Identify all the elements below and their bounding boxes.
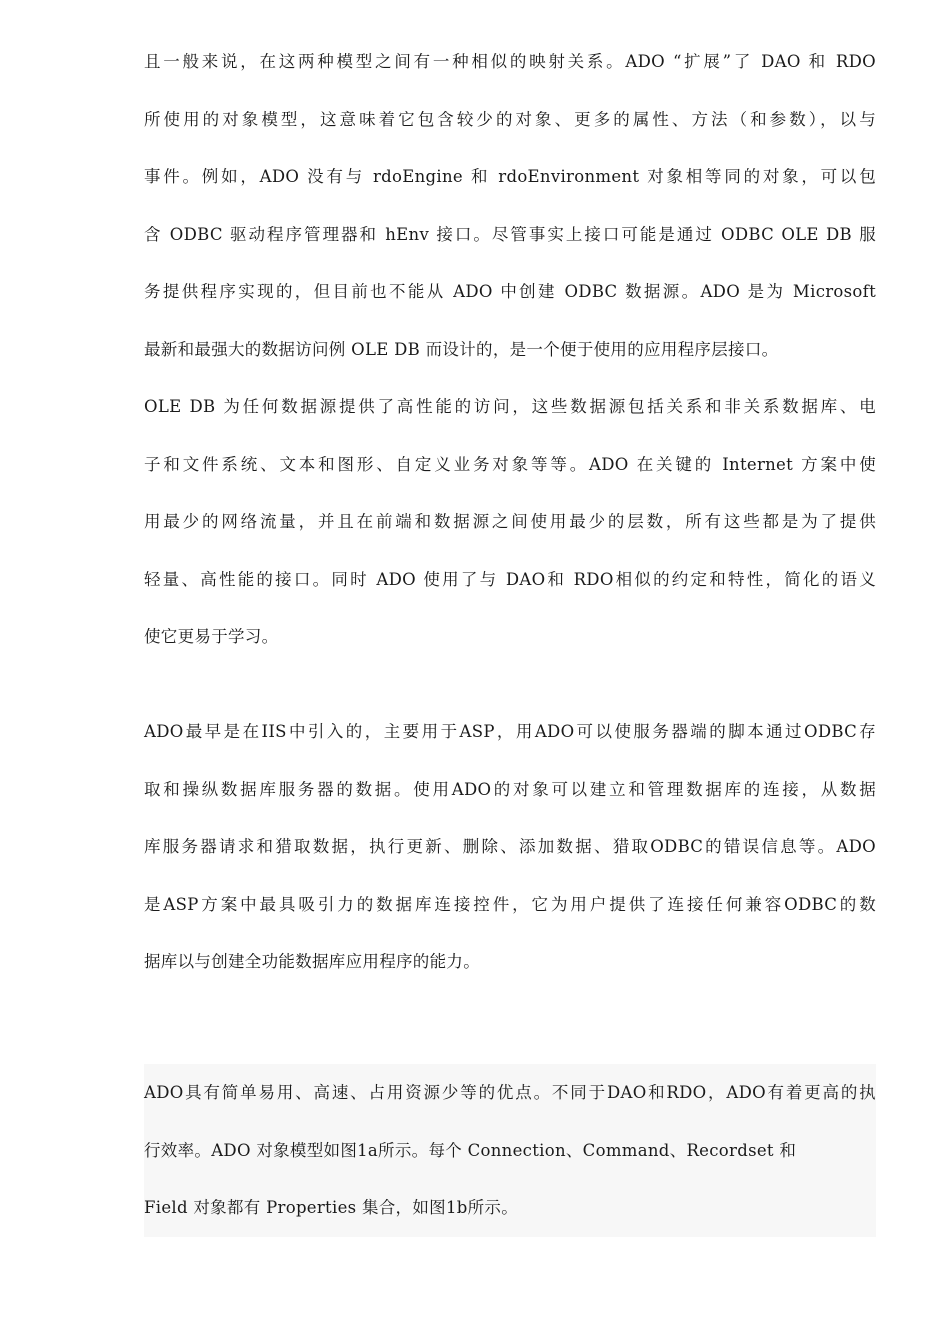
text-line: 所使用的对象模型，这意味着它包含较少的对象、更多的属性、方法（和参数），以与 <box>144 109 876 129</box>
paragraph-ado-object-model <box>144 33 876 666</box>
text-line: ADO最早是在IIS中引入的，主要用于ASP，用ADO可以使服务器端的脚本通过ODBC存 <box>144 722 876 741</box>
text-line: 子和文件系统、文本和图形、自定义业务对象等等。ADO 在关键的 Internet 方案中使 <box>144 454 876 474</box>
text-line: 取和操纵数据库服务器的数据。使用ADO的对象可以建立和管理数据库的连接，从数据 <box>144 779 876 799</box>
text-line: 轻量、高性能的接口。同时 ADO 使用了与 DAO和 RDO相似的约定和特性，简化的语义 <box>144 569 876 589</box>
text-line: 最新和最强大的数据访问例 OLE DB 而设计的，是一个便于使用的应用程序层接口。 <box>144 339 779 359</box>
text-line: 事件。例如，ADO 没有与 rdoEngine 和 rdoEnvironment 对象相等同的对象，可以包 <box>144 167 876 186</box>
text-line: 是ASP方案中最具吸引力的数据库连接控件，它为用户提供了连接任何兼容ODBC的数 <box>144 894 876 914</box>
text-line: OLE DB 为任何数据源提供了高性能的访问，这些数据源包括关系和非关系数据库、电 <box>144 397 876 416</box>
text-line: 库服务器请求和猎取数据，执行更新、删除、添加数据、猎取ODBC的错误信息等。ADO <box>144 837 876 856</box>
text-line: ADO具有简单易用、高速、占用资源少等的优点。不同于DAO和RDO，ADO有着更高的执 <box>144 1083 876 1102</box>
paragraph-ado-advantages <box>144 1064 876 1237</box>
text-line: 使它更易于学习。 <box>144 627 279 646</box>
text-line: Field 对象都有 Properties 集合，如图1b所示。 <box>144 1198 519 1217</box>
text-line: 务提供程序实现的，但目前也不能从 ADO 中创建 ODBC 数据源。ADO 是为 Microsoft <box>144 282 876 301</box>
text-line: 行效率。ADO 对象模型如图1a所示。每个 Connection、Command、Recordset 和 <box>144 1140 797 1160</box>
text-line: 用最少的网络流量，并且在前端和数据源之间使用最少的层数，所有这些都是为了提供 <box>144 512 876 531</box>
paragraph-ado-in-iis <box>144 703 876 991</box>
text-line: 且一般来说，在这两种模型之间有一种相似的映射关系。ADO “扩展”了 DAO 和 RDO <box>144 52 876 71</box>
text-line: 据库以与创建全功能数据库应用程序的能力。 <box>144 952 480 971</box>
text-line: 含 ODBC 驱动程序管理器和 hEnv 接口。尽管事实上接口可能是通过 ODBC OLE DB 服 <box>144 224 876 244</box>
